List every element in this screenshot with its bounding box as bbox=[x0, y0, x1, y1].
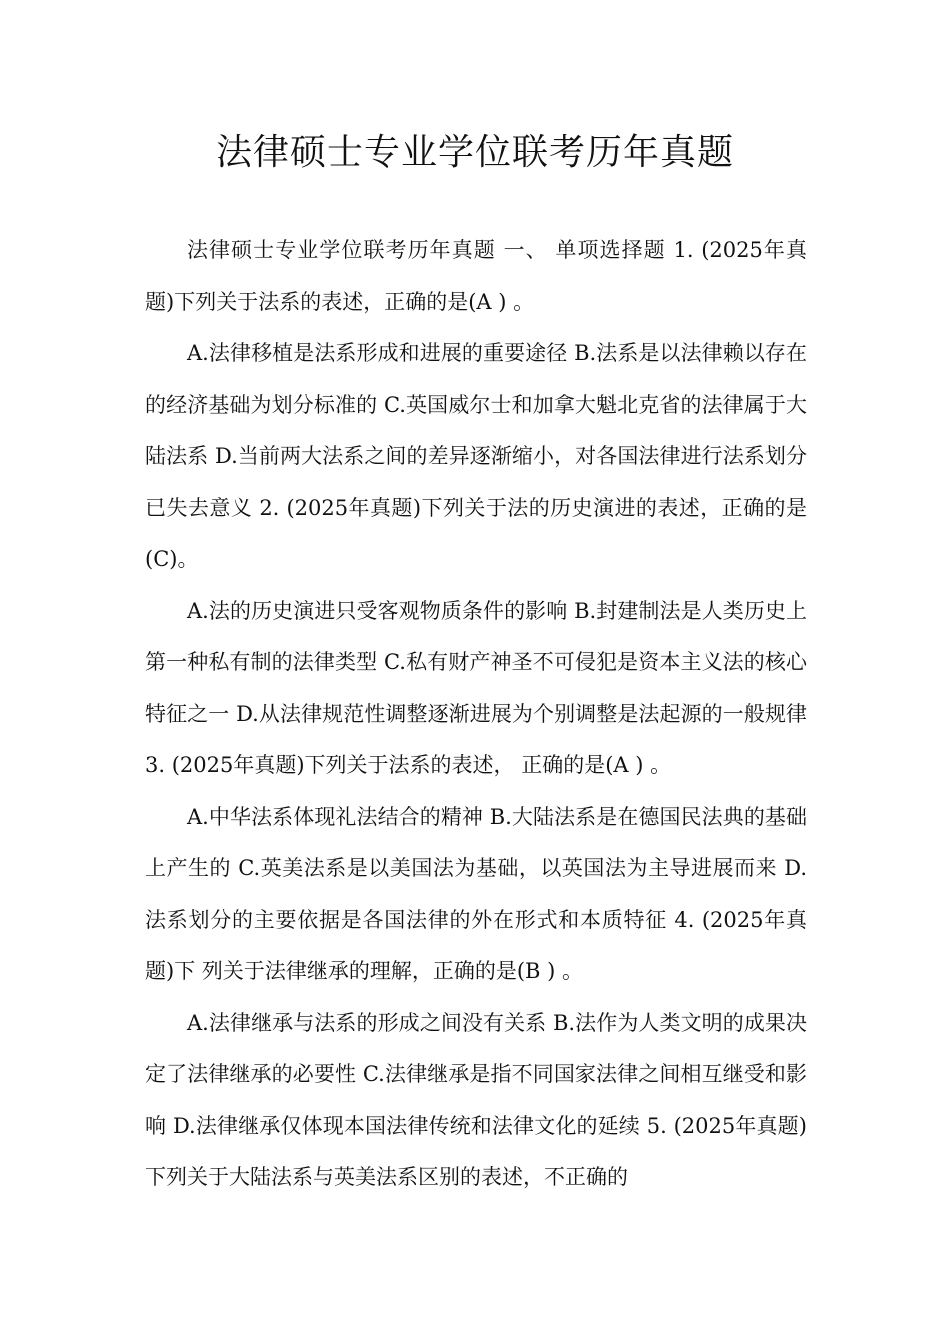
paragraph-2: A.法律移植是法系形成和进展的重要途径 B.法系是以法律赖以存在的经济基础为划分标准的 C.英国威尔士和加拿大魁北克省的法律属于大陆法系 D.当前两大法系之间的差异逐渐缩小，对各国法律进行法系划分已失去意义 2. (2025年真题)下列关于法的历史演进的表述，正确的是(C)。 bbox=[145, 341, 807, 571]
paragraph-5: A.法律继承与法系的形成之间没有关系 B.法作为人类文明的成果决定了法律继承的必要性 C.法律继承是指不同国家法律之间相互继受和影响 D.法律继承仅体现本国法律传统和法律文化的延续 5. (2025年真题)下列关于大陆法系与英美法系区别的表述，不正确的 bbox=[145, 1010, 807, 1189]
document-body bbox=[145, 225, 807, 1204]
paragraph-3: A.法的历史演进只受客观物质条件的影响 B.封建制法是人类历史上第一种私有制的法律类型 C.私有财产神圣不可侵犯是资本主义法的核心特征之一 D.从法律规范性调整逐渐进展为个别调整是法起源的一般规律 3. (2025年真题)下列关于法系的表述， 正确的是(A ) 。 bbox=[145, 598, 807, 777]
paragraph-1: 法律硕士专业学位联考历年真题 一、 单项选择题 1. (2025年真题)下列关于法系的表述，正确的是(A ) 。 bbox=[145, 238, 807, 314]
paragraph-4: A.中华法系体现礼法结合的精神 B.大陆法系是在德国民法典的基础上产生的 C.英美法系是以美国法为基础，以英国法为主导进展而来 D.法系划分的主要依据是各国法律的外在形式和本质特征 4. (2025年真题)下 列关于法律继承的理解，正确的是(B ) 。 bbox=[145, 804, 807, 983]
document-title: 法律硕士专业学位联考历年真题 bbox=[215, 132, 734, 173]
